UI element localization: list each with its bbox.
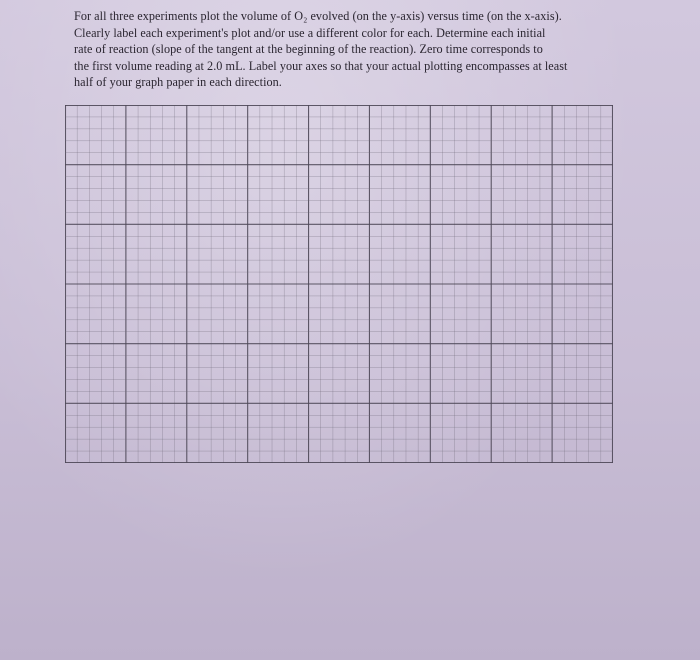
instruction-line-1: For all three experiments plot the volume of O₂ evolved (on the y-axis) versus time (on the x-axis). [74,9,562,23]
graph-paper [65,105,613,463]
instruction-line-4: the first volume reading at 2.0 mL. Label your axes so that your actual plotting encompasses at least [74,58,568,73]
instructions-text [74,8,614,91]
instruction-line-5: half of your graph paper in each direction. [74,75,282,89]
instruction-line-2: Clearly label each experiment's plot and/or use a different color for each. Determine each initial [74,25,546,40]
instruction-line-3: rate of reaction (slope of the tangent at the beginning of the reaction). Zero time corresponds to [74,42,543,56]
graph-grid [65,105,613,463]
